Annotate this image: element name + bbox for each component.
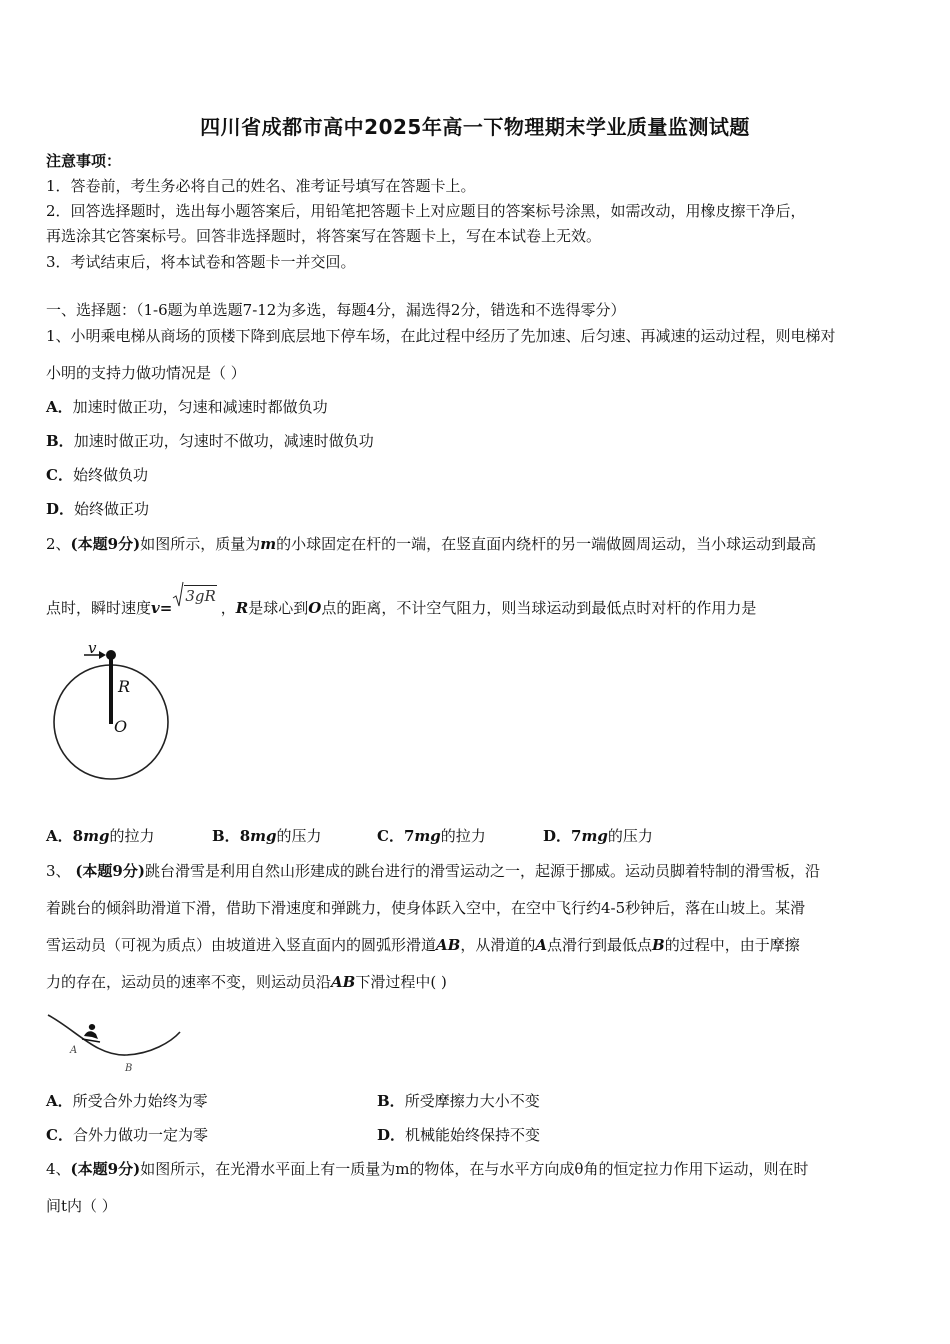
var-ab: AB bbox=[331, 973, 356, 991]
q1-option-d bbox=[46, 499, 149, 519]
q2-text: 点的距离，不计空气阻力，则当球运动到最低点时对杆的作用力是 bbox=[321, 599, 757, 617]
notice-item: 1．答卷前，考生务必将自己的姓名、准考证号填写在答题卡上。 bbox=[46, 177, 476, 195]
option-coef: 7 bbox=[403, 827, 415, 845]
option-text: 始终做正功 bbox=[74, 500, 150, 518]
q2-option-a bbox=[46, 826, 154, 846]
option-label: B． bbox=[377, 1092, 405, 1110]
q3-text: 下滑过程中( ) bbox=[355, 973, 447, 991]
option-text: 机械能始终保持不变 bbox=[405, 1126, 541, 1144]
q3-option-d bbox=[377, 1125, 540, 1145]
q3-stem-line3 bbox=[46, 935, 800, 955]
q3-option-b bbox=[377, 1091, 540, 1111]
sqrt-formula bbox=[172, 587, 218, 621]
question-number: 2、 bbox=[46, 535, 71, 553]
q3-stem-line2: 着跳台的倾斜助滑道下滑，借助下滑速度和弹跳力，使身体跃入空中，在空中飞行约4-5秒钟后，落在山坡上。某滑 bbox=[46, 899, 806, 917]
question-score: (本题9分) bbox=[70, 535, 141, 553]
circle-rod-figure bbox=[46, 638, 176, 788]
option-text: 合外力做功一定为零 bbox=[72, 1126, 208, 1144]
var-v: v= bbox=[151, 599, 173, 617]
q2-text: 点时，瞬时速度 bbox=[46, 599, 152, 617]
q2-stem-line2 bbox=[46, 587, 757, 621]
var-o: O bbox=[308, 599, 322, 617]
notice-item: 2．回答选择题时，选出每小题答案后，用铅笔把答题卡上对应题目的答案标号涂黑，如需改动，用橡皮擦干净后， bbox=[46, 202, 806, 220]
q1-stem-line2: 小明的支持力做功情况是（ ） bbox=[46, 364, 246, 382]
ski-slope-figure bbox=[46, 1008, 186, 1076]
label-r: R bbox=[118, 677, 131, 696]
q2-option-d bbox=[543, 826, 653, 846]
option-text: 始终做负功 bbox=[72, 466, 148, 484]
option-label: C． bbox=[46, 466, 73, 484]
q3-text: 跳台滑雪是利用自然山形建成的跳台进行的滑雪运动之一，起源于挪威。运动员脚着特制的滑雪板，沿 bbox=[144, 862, 820, 880]
option-label: A． bbox=[46, 1092, 73, 1110]
q4-stem-line1 bbox=[46, 1159, 808, 1179]
option-label: A． bbox=[46, 398, 73, 416]
option-coef: 7 bbox=[571, 827, 582, 845]
question-score: (本题9分) bbox=[75, 862, 145, 880]
q2-option-b bbox=[212, 826, 322, 846]
notice-item: 3．考试结束后，将本试卷和答题卡一并交回。 bbox=[46, 253, 356, 271]
label-b: B bbox=[125, 1063, 133, 1074]
q3-text: 雪运动员（可视为质点）由坡道进入竖直面内的圆弧形滑道 bbox=[46, 936, 437, 954]
option-label: D． bbox=[46, 500, 75, 518]
option-text: 加速时做正功，匀速和减速时都做负功 bbox=[72, 398, 328, 416]
page-title: 四川省成都市高中2025年高一下物理期末学业质量监测试题 bbox=[200, 115, 750, 139]
option-coef: 8 bbox=[239, 827, 251, 845]
option-text: 的拉力 bbox=[440, 827, 486, 845]
q2-text: ， bbox=[220, 599, 236, 617]
ball bbox=[106, 650, 116, 660]
q3-stem-line1 bbox=[46, 861, 820, 881]
q2-text: 如图所示，质量为 bbox=[140, 535, 261, 553]
var-a: A bbox=[535, 936, 547, 954]
option-text: 的拉力 bbox=[109, 827, 155, 845]
section-heading: 一、选择题：（1-6题为单选题7-12为多选，每题4分，漏选得2分，错选和不选得零分） bbox=[46, 301, 626, 319]
q2-text: 是球心到 bbox=[248, 599, 309, 617]
option-label: B． bbox=[212, 827, 240, 845]
option-coef: 8 bbox=[72, 827, 84, 845]
q1-stem-line1: 1、小明乘电梯从商场的顶楼下降到底层地下停车场，在此过程中经历了先加速、后匀速、再减速的运动过程，则电梯对 bbox=[46, 327, 836, 345]
q4-stem-line2: 间t内（ ） bbox=[46, 1197, 117, 1215]
skier-icon bbox=[82, 1024, 100, 1042]
q4-text: 如图所示，在光滑水平面上有一质量为m的物体，在与水平方向成θ角的恒定拉力作用下运动，则在时 bbox=[140, 1160, 809, 1178]
q3-text: ，从滑道的 bbox=[460, 936, 536, 954]
option-label: D． bbox=[543, 827, 572, 845]
q2-option-c bbox=[377, 826, 486, 846]
q3-option-a bbox=[46, 1091, 208, 1111]
option-text: 所受合外力始终为零 bbox=[72, 1092, 208, 1110]
question-number: 3、 bbox=[46, 862, 71, 880]
var-r: R bbox=[235, 599, 249, 617]
q3-option-c bbox=[46, 1125, 208, 1145]
option-var: mg bbox=[83, 827, 110, 845]
var-m: m bbox=[260, 535, 277, 553]
option-label: B． bbox=[46, 432, 74, 450]
option-var: mg bbox=[250, 827, 277, 845]
option-label: A． bbox=[46, 827, 73, 845]
option-var: mg bbox=[581, 827, 608, 845]
q3-text: 力的存在，运动员的速率不变，则运动员沿 bbox=[46, 973, 332, 991]
option-text: 的压力 bbox=[276, 827, 322, 845]
var-b: B bbox=[652, 936, 665, 954]
option-label: C． bbox=[377, 827, 404, 845]
option-label: C． bbox=[46, 1126, 73, 1144]
notice-heading: 注意事项： bbox=[46, 152, 122, 170]
question-number: 4、 bbox=[46, 1160, 71, 1178]
q1-option-b bbox=[46, 431, 374, 451]
option-var: mg bbox=[414, 827, 441, 845]
option-text: 所受摩擦力大小不变 bbox=[404, 1092, 540, 1110]
q3-text: 点滑行到最低点 bbox=[547, 936, 653, 954]
slope-curve bbox=[48, 1015, 180, 1055]
q3-stem-line4 bbox=[46, 972, 447, 992]
label-a: A bbox=[70, 1045, 78, 1056]
label-v: v bbox=[88, 639, 97, 657]
q1-option-c bbox=[46, 465, 148, 485]
option-label: D． bbox=[377, 1126, 406, 1144]
arrow-head-icon bbox=[99, 651, 106, 659]
sqrt-sign-icon bbox=[172, 581, 184, 607]
option-text: 的压力 bbox=[607, 827, 653, 845]
question-score: (本题9分) bbox=[70, 1160, 141, 1178]
q3-text: 的过程中，由于摩擦 bbox=[664, 936, 800, 954]
var-ab: AB bbox=[436, 936, 461, 954]
q2-stem-line1 bbox=[46, 534, 816, 554]
label-o: O bbox=[114, 717, 128, 736]
option-text: 加速时做正功，匀速时不做功，减速时做负功 bbox=[73, 432, 374, 450]
notice-item: 再选涂其它答案标号。回答非选择题时，将答案写在答题卡上，写在本试卷上无效。 bbox=[46, 227, 602, 245]
q2-text: 的小球固定在杆的一端，在竖直面内绕杆的另一端做圆周运动，当小球运动到最高 bbox=[276, 535, 817, 553]
q1-option-a bbox=[46, 397, 328, 417]
sqrt-radicand: 3gR bbox=[185, 587, 216, 605]
